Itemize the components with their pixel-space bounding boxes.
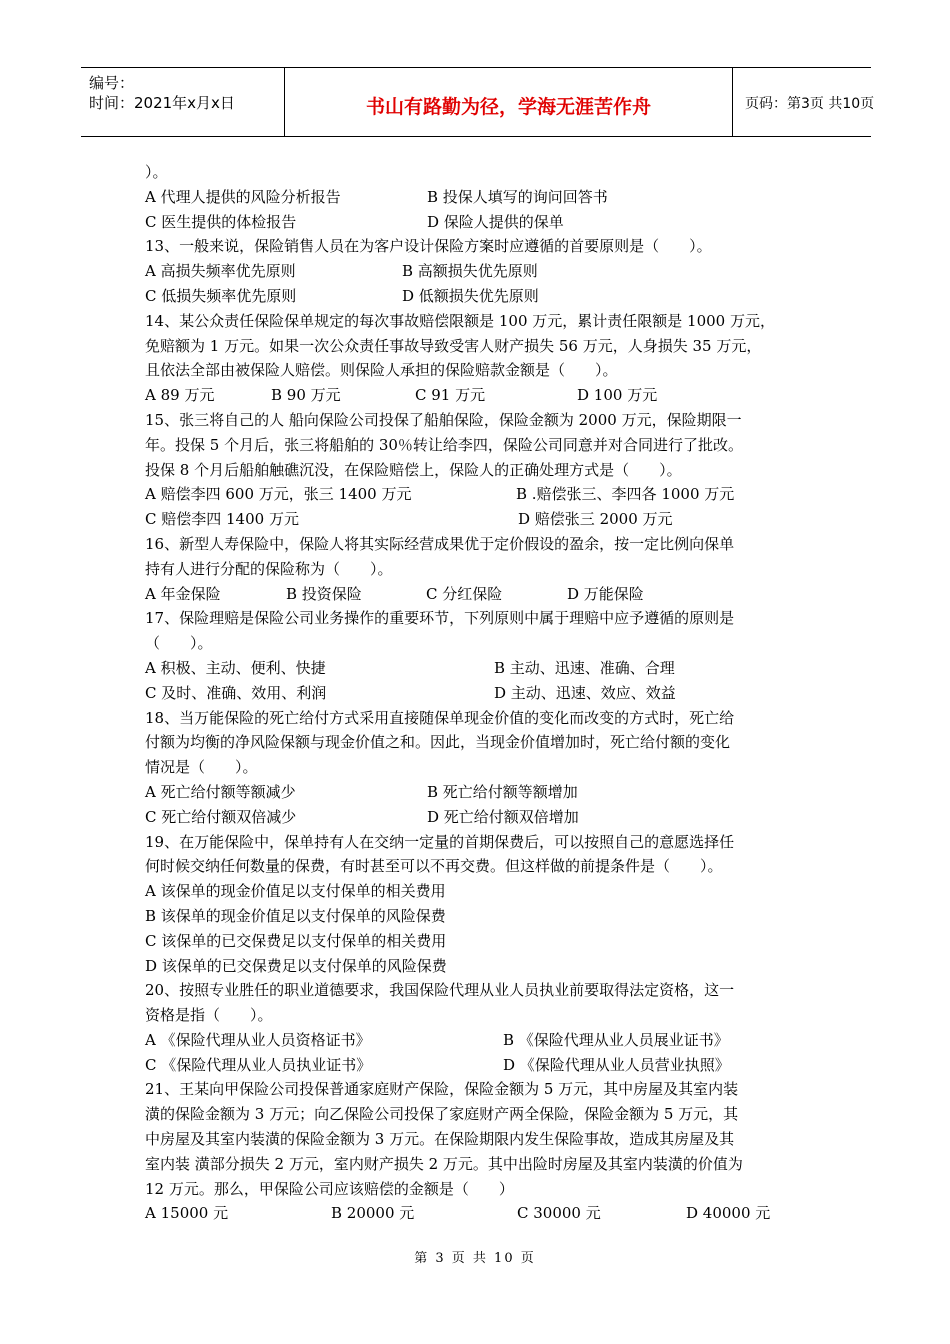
text-line [145, 334, 810, 359]
text-segment: 13、一般来说，保险销售人员在为客户设计保险方案时应遵循的首要原则是（ ）。 [145, 237, 712, 256]
text-line [145, 681, 810, 706]
answer-option: D 低额损失优先原则 [402, 286, 539, 305]
text-line [145, 1201, 810, 1226]
answer-option: C 低损失频率优先原则 [145, 286, 297, 305]
text-line [145, 408, 810, 433]
answer-option: A 15000 元 [145, 1204, 229, 1223]
answer-option: B 投资保险 [286, 584, 362, 603]
answer-option: D 保险人提供的保单 [427, 212, 564, 231]
answer-option: D 《保险代理从业人员营业执照》 [503, 1055, 730, 1074]
answer-option: A 89 万元 [145, 386, 215, 405]
text-segment: 12 万元。那么，甲保险公司应该赔偿的金额是（ ） [145, 1179, 514, 1198]
text-line [145, 954, 810, 979]
text-line [145, 631, 810, 656]
page-footer: 第 3 页 共 10 页 [414, 1251, 536, 1266]
text-line [145, 210, 810, 235]
text-segment: 中房屋及其室内装潢的保险金额为 3 万元。在保险期限内发生保险事故，造成其房屋及其 [145, 1130, 735, 1149]
text-line [145, 1102, 810, 1127]
document-number-label: 编号： [89, 74, 135, 92]
text-line [145, 1177, 810, 1202]
answer-option: A 积极、主动、便利、快捷 [145, 658, 326, 677]
text-line [145, 532, 810, 557]
text-segment: 何时候交纳任何数量的保费，有时甚至可以不再交费。但这样做的前提条件是（ ）。 [145, 857, 723, 876]
answer-option: C 死亡给付额双倍减少 [145, 807, 297, 826]
text-line [145, 383, 810, 408]
text-segment: 免赔额为 1 万元。如果一次公众责任事故导致受害人财产损失 56 万元，人身损失 35 万元， [145, 336, 762, 355]
text-segment: 资格是指（ ）。 [145, 1006, 273, 1025]
header-page-cell [733, 68, 875, 136]
text-segment: D 该保单的已交保费足以支付保单的风险保费 [145, 956, 447, 975]
text-segment: 情况是（ ）。 [145, 758, 258, 777]
text-segment: 投保 8 个月后船舶触礁沉没，在保险赔偿上，保险人的正确处理方式是（ ）。 [145, 460, 682, 479]
text-line [145, 706, 810, 731]
text-line [145, 879, 810, 904]
answer-option: A 死亡给付额等额减少 [145, 782, 296, 801]
text-line [145, 1028, 810, 1053]
text-line [145, 458, 810, 483]
answer-option: B 投保人填写的询问回答书 [427, 187, 608, 206]
text-line [145, 234, 810, 259]
text-segment: 且依法全部由被保险人赔偿。则保险人承担的保险赔款金额是（ ）。 [145, 361, 618, 380]
answer-option: B 90 万元 [271, 386, 341, 405]
text-line [145, 482, 810, 507]
answer-option: D 100 万元 [577, 386, 658, 405]
text-line [145, 557, 810, 582]
answer-option: D 万能保险 [567, 584, 644, 603]
text-segment: B 该保单的现金价值足以支付保单的风险保费 [145, 906, 446, 925]
text-line [145, 507, 810, 532]
text-segment: （ ）。 [145, 634, 213, 653]
text-line [145, 1003, 810, 1028]
text-segment: 年。投保 5 个月后，张三将船舶的 30％转让给李四，保险公司同意并对合同进行了批改。 [145, 435, 743, 454]
text-segment: 14、某公众责任保险保单规定的每次事故赔偿限额是 100 万元，累计责任限额是 1000 万元， [145, 311, 775, 330]
answer-option: B 高额损失优先原则 [402, 262, 538, 281]
text-line [145, 830, 810, 855]
document-body [145, 160, 810, 1226]
text-segment: 17、保险理赔是保险公司业务操作的重要环节，下列原则中属于理赔中应予遵循的原则是 [145, 609, 735, 628]
text-segment: 20、按照专业胜任的职业道德要求，我国保险代理从业人员执业前要取得法定资格，这一 [145, 981, 735, 1000]
text-segment: 持有人进行分配的保险称为（ ）。 [145, 559, 393, 578]
text-line [145, 160, 810, 185]
text-line [145, 185, 810, 210]
text-line [145, 358, 810, 383]
text-line [145, 1152, 810, 1177]
answer-option: C 30000 元 [517, 1204, 601, 1223]
header-left-cell [81, 68, 284, 136]
text-segment: 18、当万能保险的死亡给付方式采用直接随保单现金价值的变化而改变的方式时，死亡给 [145, 708, 735, 727]
document-date-label: 时间：2021年x月x日 [89, 94, 235, 112]
answer-option: A 年金保险 [145, 584, 221, 603]
text-line [145, 1127, 810, 1152]
answer-option: D 赔偿张三 2000 万元 [518, 510, 673, 529]
text-line [145, 284, 810, 309]
answer-option: A 《保险代理从业人员资格证书》 [145, 1030, 371, 1049]
text-segment: ）。 [145, 163, 168, 181]
answer-option: B .赔偿张三、李四各 1000 万元 [516, 485, 735, 504]
header-motto: 书山有路勤为径，学海无涯苦作舟 [365, 96, 651, 118]
text-line [145, 1053, 810, 1078]
text-line [145, 978, 810, 1003]
answer-option: A 代理人提供的风险分析报告 [145, 187, 341, 206]
text-line [145, 309, 810, 334]
answer-option: C 赔偿李四 1400 万元 [145, 510, 299, 529]
answer-option: A 高损失频率优先原则 [145, 262, 296, 281]
answer-option: C 91 万元 [415, 386, 486, 405]
text-line [145, 582, 810, 607]
answer-option: B 死亡给付额等额增加 [427, 782, 578, 801]
text-line [145, 805, 810, 830]
text-line [145, 929, 810, 954]
text-segment: 潢的保险金额为 3 万元；向乙保险公司投保了家庭财产两全保险，保险金额为 5 万元，其 [145, 1105, 739, 1124]
text-line [145, 656, 810, 681]
header-motto-cell [284, 68, 733, 136]
answer-option: C 医生提供的体检报告 [145, 212, 297, 231]
header-page-info: 页码：第3页 共10页 [745, 96, 875, 112]
text-segment: 室内装 潢部分损失 2 万元，室内财产损失 2 万元。其中出险时房屋及其室内装潢的价值为 [145, 1154, 743, 1173]
text-line [145, 730, 810, 755]
text-segment: 16、新型人寿保险中，保险人将其实际经营成果优于定价假设的盈余，按一定比例向保单 [145, 534, 735, 553]
text-line [145, 904, 810, 929]
answer-option: C 分红保险 [426, 584, 503, 603]
answer-option: C 及时、准确、效用、利润 [145, 683, 327, 702]
answer-option: B 《保险代理从业人员展业证书》 [503, 1030, 729, 1049]
text-line [145, 780, 810, 805]
text-line [145, 259, 810, 284]
page-header [81, 67, 875, 137]
text-line [145, 854, 810, 879]
answer-option: B 20000 元 [331, 1204, 415, 1223]
answer-option: D 40000 元 [686, 1204, 771, 1223]
answer-option: B 主动、迅速、准确、合理 [494, 658, 675, 677]
text-line [145, 1077, 810, 1102]
text-segment: 15、张三将自己的人 船向保险公司投保了船舶保险，保险金额为 2000 万元，保险期限一 [145, 410, 742, 429]
text-line [145, 755, 810, 780]
text-segment: 19、在万能保险中，保单持有人在交纳一定量的首期保费后，可以按照自己的意愿选择任 [145, 832, 735, 851]
text-segment: 21、王某向甲保险公司投保普通家庭财产保险，保险金额为 5 万元，其中房屋及其室内装 [145, 1080, 739, 1099]
answer-option: C 《保险代理从业人员执业证书》 [145, 1055, 372, 1074]
answer-option: D 死亡给付额双倍增加 [427, 807, 579, 826]
answer-option: D 主动、迅速、效应、效益 [494, 683, 676, 702]
text-line [145, 606, 810, 631]
text-segment: 付额为均衡的净风险保额与现金价值之和。因此，当现金价值增加时，死亡给付额的变化 [145, 733, 731, 752]
text-segment: C 该保单的已交保费足以支付保单的相关费用 [145, 931, 447, 950]
text-segment: A 该保单的现金价值足以支付保单的相关费用 [145, 882, 446, 901]
text-line [145, 433, 810, 458]
answer-option: A 赔偿李四 600 万元，张三 1400 万元 [145, 485, 412, 504]
